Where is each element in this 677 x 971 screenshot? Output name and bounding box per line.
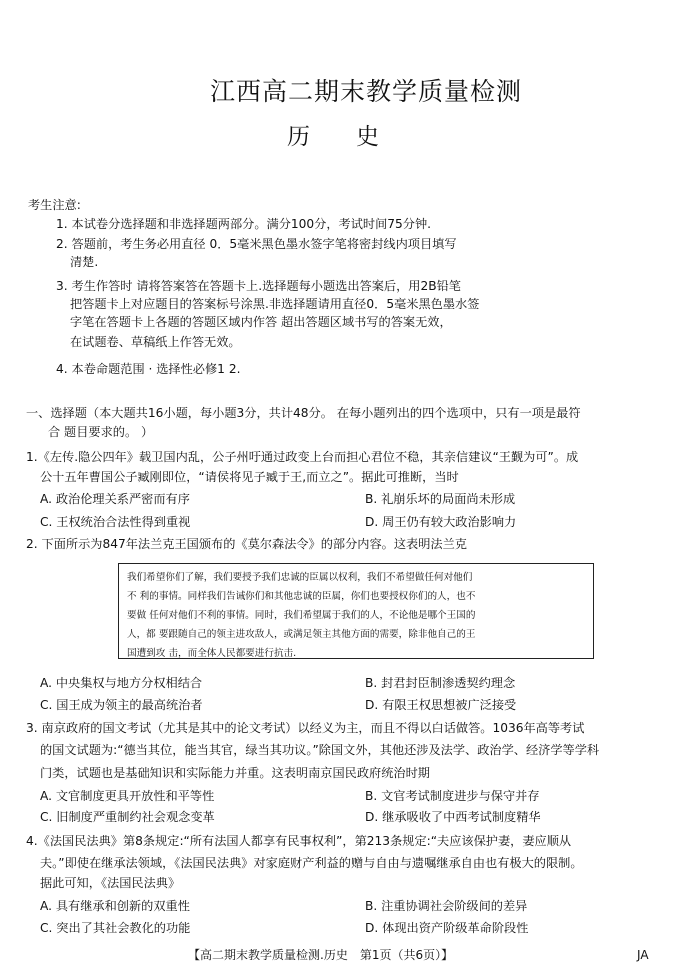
- question-1-option-d[interactable]: D. 周王仍有较大政治影响力: [365, 515, 517, 529]
- quote-line: 人，都 要跟随自己的领主进攻敌人，或满足领主其他方面的需要，除非他自己的王: [127, 629, 476, 640]
- quote-line: 我们希望你们了解，我们要授予我们忠诚的臣属以权利，我们不希望做任何对他们: [127, 572, 473, 583]
- quote-box: [118, 563, 594, 659]
- subject-title: 历 史: [287, 124, 379, 150]
- question-2-option-c[interactable]: C. 国王成为领主的最高统治者: [40, 698, 203, 712]
- question-4-stem: 夫。”即使在继承法领域，《法国民法典》对家庭财产利益的赠与自由与遗嘱继承自由也有极大的限制。: [40, 856, 583, 870]
- question-3-stem: 的国文试题为:“德当其位，能当其官，绿当其功议。”除国文外，其他还涉及法学、政治学、经济学等学科: [40, 743, 600, 757]
- question-3-stem: 3. 南京政府的国文考试（尤其是其中的论文考试）以经义为主，而且不得以白话做答。1036年高等考试: [26, 721, 585, 735]
- question-2-option-d[interactable]: D. 有限王权思想被广泛接受: [365, 698, 517, 712]
- notice-line: 4. 本卷命题范围 · 选择性必修1 2.: [56, 362, 241, 376]
- notice-heading: 考生注意:: [28, 198, 81, 212]
- question-4-stem: 4.《法国民法典》第8条规定:“所有法国人都享有民事权利”，第213条规定:“夫应该保护妻，妻应顺从: [26, 834, 572, 848]
- question-3-option-a[interactable]: A. 文官制度更具开放性和平等性: [40, 789, 215, 803]
- question-1-stem: 公十五年曹国公子臧刚即位，“请侯将见子臧于王,而立之”。据此可推断，当时: [40, 470, 459, 484]
- question-1-option-b[interactable]: B. 礼崩乐坏的局面尚未形成: [365, 492, 516, 506]
- quote-line: 国遭到攻 击，而全体人民都要进行抗击.: [127, 648, 297, 659]
- question-2-option-b[interactable]: B. 封君封臣制渗透契约理念: [365, 676, 516, 690]
- question-4-stem: 据此可知，《法国民法典》: [40, 876, 181, 890]
- exam-title: 江西高二期末教学质量检测: [210, 77, 523, 106]
- question-2-option-a[interactable]: A. 中央集权与地方分权相结合: [40, 676, 203, 690]
- notice-line: 3. 考生作答时 请将答案答在答题卡上.选择题每小题选出答案后，用2B铅笔: [56, 279, 461, 293]
- question-4-option-b[interactable]: B. 注重协调社会阶级间的差异: [365, 899, 528, 913]
- question-1-option-a[interactable]: A. 政治伦理关系严密而有序: [40, 492, 190, 506]
- notice-line: 清楚.: [70, 255, 99, 269]
- section-header: 一、选择题（本大题共16小题，每小题3分，共计48分。 在每小题列出的四个选项中，只有一项是最符: [26, 406, 581, 420]
- question-1-stem: 1.《左传.隐公四年》载卫国内乱，公子州吁通过政变上台而担心君位不稳，其亲信建议“王觐为可”。成: [26, 450, 579, 464]
- page-footer: 【高二期末教学质量检测.历史 第1页（共6页）】: [188, 948, 454, 962]
- question-1-option-c[interactable]: C. 王权统治合法性得到重视: [40, 515, 191, 529]
- notice-line: 字笔在答题卡上各题的答题区域内作答 超出答题区域书写的答案无效，: [70, 315, 452, 329]
- question-4-option-c[interactable]: C. 突出了其社会教化的功能: [40, 921, 191, 935]
- question-3-option-d[interactable]: D. 继承吸收了中西考试制度精华: [365, 810, 541, 824]
- question-3-option-b[interactable]: B. 文官考试制度进步与保守并存: [365, 789, 540, 803]
- question-3-stem: 门类，试题也是基础知识和实际能力并重。这表明南京国民政府统治时期: [40, 766, 430, 780]
- footer-code: JA: [637, 948, 649, 962]
- quote-line: 要做 任何对他们不利的事情。同时，我们希望属于我们的人，不论他是哪个王国的: [127, 610, 476, 621]
- question-4-option-d[interactable]: D. 体现出资产阶级革命阶段性: [365, 921, 529, 935]
- quote-line: 不 利的事情。同样我们告诫你们和其他忠诚的臣属，你们也要授权你们的人，也不: [127, 591, 476, 602]
- notice-line: 1. 本试卷分选择题和非选择题两部分。满分100分，考试时间75分钟.: [56, 217, 432, 231]
- section-header-cont: 合 题目要求的。 ）: [48, 425, 154, 439]
- question-2-stem: 2. 下面所示为847年法兰克王国颁布的《莫尔森法令》的部分内容。这表明法兰克: [26, 537, 467, 551]
- notice-line: 2. 答题前，考生务必用直径 0．5毫米黑色墨水签字笔将密封线内项目填写: [56, 237, 457, 251]
- question-3-option-c[interactable]: C. 旧制度严重制约社会观念变革: [40, 810, 215, 824]
- question-4-option-a[interactable]: A. 具有继承和创新的双重性: [40, 899, 190, 913]
- notice-line: 在试题卷、草稿纸上作答无效。: [70, 335, 241, 349]
- notice-line: 把答题卡上对应题目的答案标号涂黑.非选择题请用直径0．5毫米黑色墨水签: [70, 297, 480, 311]
